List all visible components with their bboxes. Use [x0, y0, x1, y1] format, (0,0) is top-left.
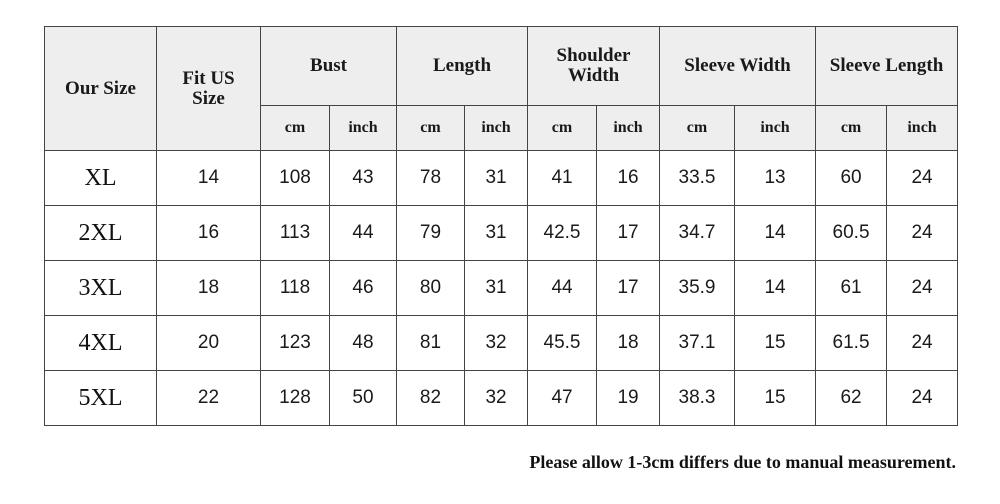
value-cell: 24: [887, 316, 958, 371]
value-cell: 24: [887, 206, 958, 261]
value-cell: 31: [465, 151, 528, 206]
size-chart: [44, 26, 957, 426]
value-cell: 118: [261, 261, 330, 316]
us-size-cell: 14: [157, 151, 261, 206]
value-cell: 24: [887, 371, 958, 426]
us-size-cell: 16: [157, 206, 261, 261]
unit-header: cm: [397, 106, 465, 151]
table-row: [45, 151, 958, 206]
value-cell: 47: [528, 371, 597, 426]
value-cell: 78: [397, 151, 465, 206]
value-cell: 60: [816, 151, 887, 206]
size-table: [44, 26, 958, 426]
value-cell: 14: [735, 206, 816, 261]
value-cell: 60.5: [816, 206, 887, 261]
header-sleeve-length: Sleeve Length: [816, 27, 958, 106]
value-cell: 15: [735, 371, 816, 426]
value-cell: 50: [330, 371, 397, 426]
us-size-cell: 22: [157, 371, 261, 426]
unit-header: inch: [330, 106, 397, 151]
us-size-cell: 20: [157, 316, 261, 371]
unit-header: cm: [660, 106, 735, 151]
value-cell: 19: [597, 371, 660, 426]
value-cell: 15: [735, 316, 816, 371]
value-cell: 17: [597, 206, 660, 261]
value-cell: 44: [330, 206, 397, 261]
unit-header: inch: [887, 106, 958, 151]
value-cell: 80: [397, 261, 465, 316]
value-cell: 18: [597, 316, 660, 371]
value-cell: 61: [816, 261, 887, 316]
header-row-groups: [45, 27, 958, 106]
value-cell: 34.7: [660, 206, 735, 261]
value-cell: 31: [465, 206, 528, 261]
header-sleeve-width: Sleeve Width: [660, 27, 816, 106]
header-shoulder-width: [528, 27, 660, 106]
table-row: [45, 316, 958, 371]
value-cell: 32: [465, 371, 528, 426]
unit-header: cm: [816, 106, 887, 151]
header-bust: Bust: [261, 27, 397, 106]
table-row: [45, 261, 958, 316]
size-cell: 5XL: [45, 371, 157, 426]
value-cell: 62: [816, 371, 887, 426]
value-cell: 14: [735, 261, 816, 316]
value-cell: 24: [887, 261, 958, 316]
value-cell: 48: [330, 316, 397, 371]
value-cell: 13: [735, 151, 816, 206]
unit-header: inch: [735, 106, 816, 151]
value-cell: 46: [330, 261, 397, 316]
header-fit-us-size-label: Fit US Size: [182, 67, 235, 109]
header-shoulder-width-label: Shoulder Width: [556, 45, 631, 86]
measurement-note: Please allow 1-3cm differs due to manual measurement.: [529, 452, 956, 472]
value-cell: 24: [887, 151, 958, 206]
value-cell: 32: [465, 316, 528, 371]
value-cell: 45.5: [528, 316, 597, 371]
unit-header: cm: [528, 106, 597, 151]
value-cell: 17: [597, 261, 660, 316]
unit-header: inch: [597, 106, 660, 151]
unit-header: cm: [261, 106, 330, 151]
size-cell: 2XL: [45, 206, 157, 261]
value-cell: 38.3: [660, 371, 735, 426]
value-cell: 81: [397, 316, 465, 371]
value-cell: 41: [528, 151, 597, 206]
header-our-size: Our Size: [45, 27, 157, 151]
value-cell: 31: [465, 261, 528, 316]
table-row: [45, 371, 958, 426]
value-cell: 43: [330, 151, 397, 206]
value-cell: 35.9: [660, 261, 735, 316]
table-row: [45, 206, 958, 261]
value-cell: 108: [261, 151, 330, 206]
value-cell: 82: [397, 371, 465, 426]
header-length: Length: [397, 27, 528, 106]
value-cell: 16: [597, 151, 660, 206]
value-cell: 128: [261, 371, 330, 426]
header-fit-us-size: [157, 27, 261, 151]
value-cell: 79: [397, 206, 465, 261]
value-cell: 113: [261, 206, 330, 261]
us-size-cell: 18: [157, 261, 261, 316]
value-cell: 42.5: [528, 206, 597, 261]
value-cell: 61.5: [816, 316, 887, 371]
size-cell: 3XL: [45, 261, 157, 316]
value-cell: 44: [528, 261, 597, 316]
size-cell: 4XL: [45, 316, 157, 371]
value-cell: 37.1: [660, 316, 735, 371]
value-cell: 123: [261, 316, 330, 371]
size-cell: XL: [45, 151, 157, 206]
value-cell: 33.5: [660, 151, 735, 206]
unit-header: inch: [465, 106, 528, 151]
